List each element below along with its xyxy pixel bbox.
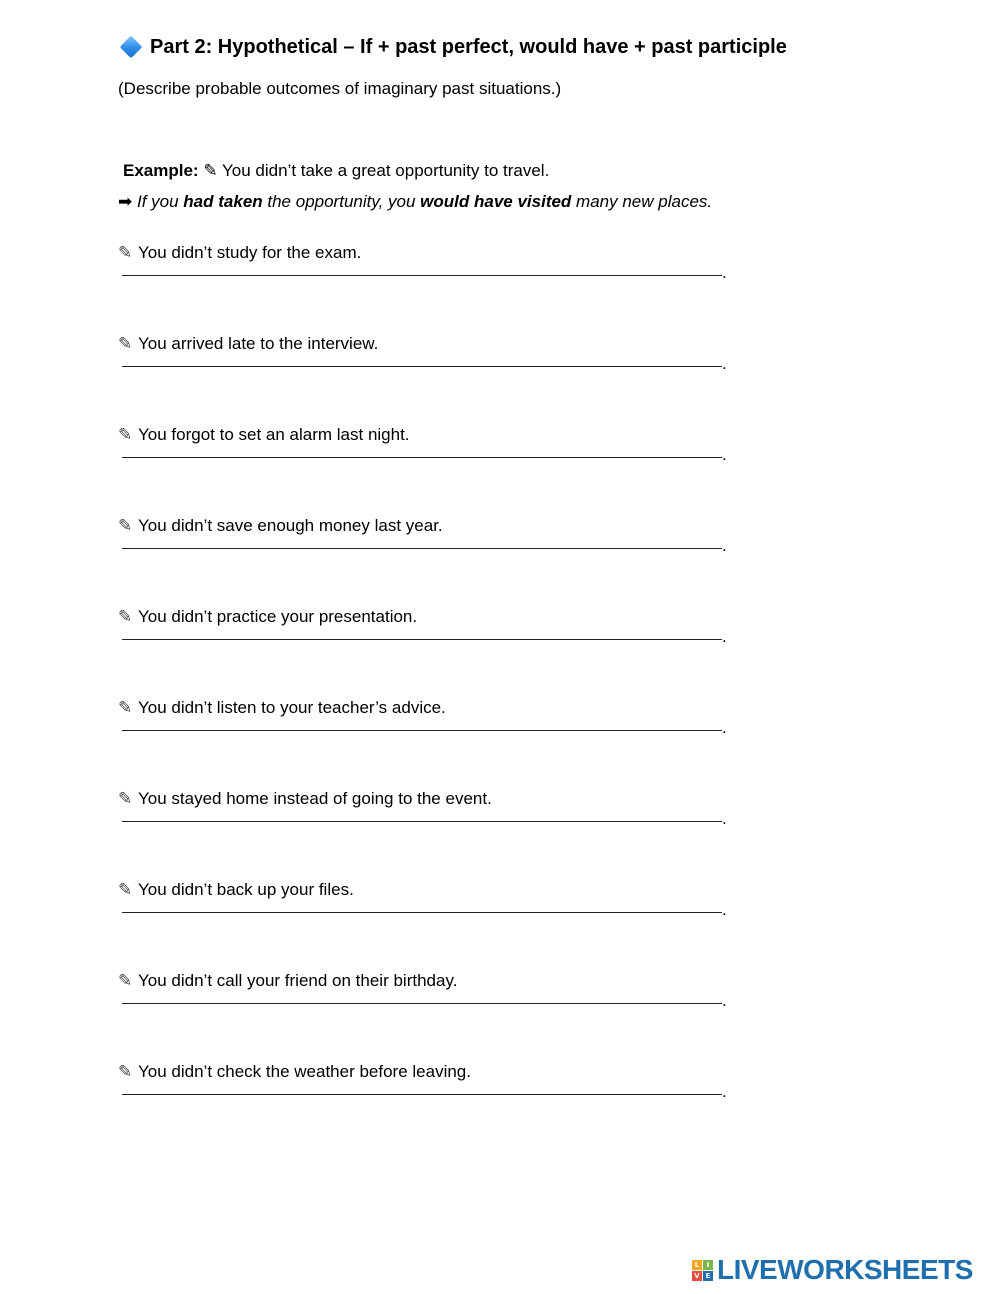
line-end-period: . <box>722 809 727 828</box>
example-prompt-text: You didn’t take a great opportunity to travel. <box>222 161 550 180</box>
exercise-item <box>118 1061 738 1107</box>
pencil-icon: ✎ <box>118 698 133 717</box>
exercise-item <box>118 333 738 379</box>
exercise-prompt-text: You didn’t call your friend on their birthday. <box>138 971 458 990</box>
pencil-icon: ✎ <box>118 880 133 899</box>
exercise-item <box>118 970 738 1016</box>
exercise-prompt <box>118 242 738 264</box>
answer-row <box>118 628 738 652</box>
answer-row <box>118 901 738 925</box>
exercise-item <box>118 879 738 925</box>
example-answer <box>118 192 712 212</box>
answer-blank[interactable] <box>122 1003 722 1004</box>
answer-row <box>118 719 738 743</box>
pencil-icon: ✎ <box>118 971 133 990</box>
exercise-prompt <box>118 970 738 992</box>
exercise-item <box>118 606 738 652</box>
page-title-text: Part 2: Hypothetical – If + past perfect, would have + past participle <box>150 35 787 58</box>
line-end-period: . <box>722 718 727 737</box>
answer-row <box>118 264 738 288</box>
line-end-period: . <box>722 536 727 555</box>
line-end-period: . <box>722 354 727 373</box>
answer-blank[interactable] <box>122 730 722 731</box>
answer-blank[interactable] <box>122 912 722 913</box>
exercise-prompt <box>118 515 738 537</box>
answer-blank[interactable] <box>122 821 722 822</box>
pencil-icon: ✎ <box>118 243 133 262</box>
answer-row <box>118 537 738 561</box>
answer-row <box>118 355 738 379</box>
example-prompt <box>123 161 549 181</box>
exercise-item <box>118 424 738 470</box>
exercise-prompt-text: You stayed home instead of going to the event. <box>138 789 492 808</box>
exercise-prompt-text: You didn’t back up your files. <box>138 880 354 899</box>
exercise-prompt <box>118 697 738 719</box>
pencil-icon: ✎ <box>118 1062 133 1081</box>
exercise-prompt-text: You didn’t practice your presentation. <box>138 607 418 626</box>
example-answer-part: the opportunity, you <box>262 192 421 211</box>
line-end-period: . <box>722 1082 727 1101</box>
diamond-icon <box>118 34 144 60</box>
exercise-prompt <box>118 606 738 628</box>
logo-mark-letter: L <box>692 1260 702 1270</box>
exercise-prompt <box>118 879 738 901</box>
exercise-item <box>118 788 738 834</box>
example-answer-verb: would have visited <box>420 192 572 211</box>
line-end-period: . <box>722 445 727 464</box>
exercise-item <box>118 697 738 743</box>
exercise-prompt-text: You didn’t study for the exam. <box>138 243 362 262</box>
exercise-item <box>118 242 738 288</box>
answer-blank[interactable] <box>122 275 722 276</box>
pencil-icon: ✎ <box>118 607 133 626</box>
answer-row <box>118 992 738 1016</box>
example-answer-verb: had taken <box>183 192 263 211</box>
line-end-period: . <box>722 991 727 1010</box>
answer-blank[interactable] <box>122 639 722 640</box>
pencil-icon: ✎ <box>203 161 218 180</box>
instructions: (Describe probable outcomes of imaginary past situations.) <box>118 79 562 98</box>
logo-mark-icon <box>692 1260 713 1281</box>
exercise-prompt <box>118 1061 738 1083</box>
line-end-period: . <box>722 263 727 282</box>
answer-row <box>118 810 738 834</box>
exercise-prompt-text: You didn’t listen to your teacher’s advice. <box>138 698 446 717</box>
exercise-prompt <box>118 788 738 810</box>
line-end-period: . <box>722 627 727 646</box>
exercise-item <box>118 515 738 561</box>
logo-mark-letter: V <box>692 1271 702 1281</box>
answer-blank[interactable] <box>122 1094 722 1095</box>
line-end-period: . <box>722 900 727 919</box>
exercise-prompt-text: You arrived late to the interview. <box>138 334 379 353</box>
answer-row <box>118 1083 738 1107</box>
example-answer-part: many new places. <box>571 192 713 211</box>
exercise-prompt-text: You didn’t save enough money last year. <box>138 516 443 535</box>
answer-blank[interactable] <box>122 548 722 549</box>
logo-mark-letter: I <box>703 1260 713 1270</box>
pencil-icon: ✎ <box>118 789 133 808</box>
answer-row <box>118 446 738 470</box>
liveworksheets-logo <box>692 1254 973 1286</box>
pencil-icon: ✎ <box>118 516 133 535</box>
logo-text: LIVEWORKSHEETS <box>717 1254 973 1285</box>
exercise-prompt-text: You didn’t check the weather before leaving. <box>138 1062 471 1081</box>
exercise-prompt-text: You forgot to set an alarm last night. <box>138 425 410 444</box>
example-answer-part: If you <box>136 192 184 211</box>
exercise-prompt <box>118 333 738 355</box>
arrow-icon: ➡ <box>118 192 133 211</box>
page-title <box>118 34 787 60</box>
exercise-prompt <box>118 424 738 446</box>
example-label: Example: <box>123 161 199 180</box>
logo-mark-letter: E <box>703 1271 713 1281</box>
pencil-icon: ✎ <box>118 425 133 444</box>
answer-blank[interactable] <box>122 457 722 458</box>
pencil-icon: ✎ <box>118 334 133 353</box>
answer-blank[interactable] <box>122 366 722 367</box>
